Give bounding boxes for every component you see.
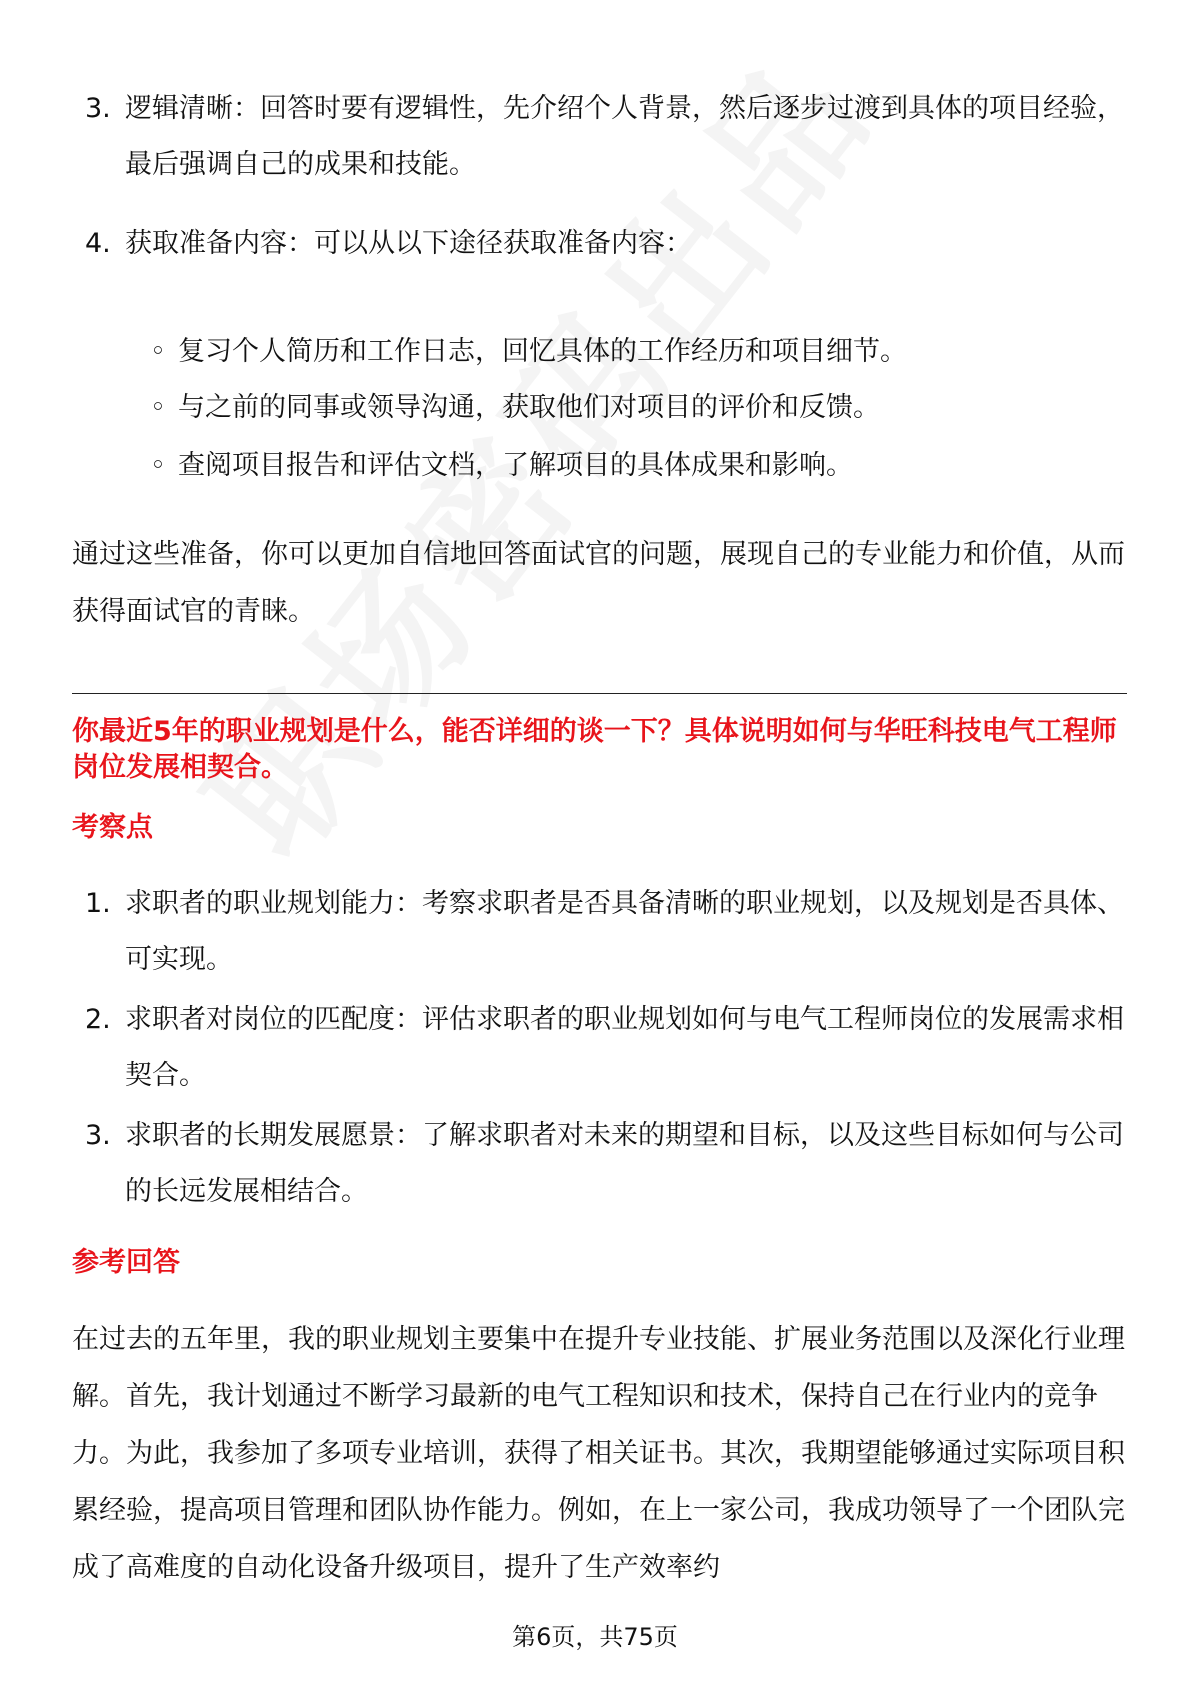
list-number: 4. [85, 228, 111, 259]
sub-bullet-item [150, 446, 1110, 486]
answer-paragraph: 在过去的五年里，我的职业规划主要集中在提升专业技能、扩展业务范围以及深化行业理解。首先，我计划通过不断学习最新的电气工程知识和技术，保持自己在行业内的竞争力。为此，我参加了多项专业培训，获得了相关证书。其次，我期望能够通过实际项目积累经验，提高项目管理和团队协作能力。例如，在上一家公司，我成功领导了一个团队完成了高难度的自动化设备升级项目，提升了生产效率约 [72, 1324, 1125, 1583]
list-item [85, 216, 1125, 272]
list-text: 求职者的职业规划能力：考察求职者是否具备清晰的职业规划，以及规划是否具体、可实现。 [125, 888, 1124, 975]
list-number: 3. [85, 93, 111, 124]
section-divider [72, 693, 1127, 694]
answer-heading: 参考回答 [72, 1247, 180, 1278]
list-text: 获取准备内容：可以从以下途径获取准备内容： [125, 228, 692, 259]
bullet-mark: ◦ [150, 392, 166, 423]
list-number: 3. [85, 1120, 111, 1151]
closing-paragraph: 通过这些准备，你可以更加自信地回答面试官的问题，展现自己的专业能力和价值，从而获得面试官的青睐。 [72, 539, 1125, 627]
list-item [85, 992, 1125, 1104]
page-number: 第6页，共75页 [512, 1623, 678, 1651]
bullet-text: 与之前的同事或领导沟通，获取他们对项目的评价和反馈。 [178, 392, 880, 423]
bullet-text: 复习个人简历和工作日志，回忆具体的工作经历和项目细节。 [178, 336, 907, 367]
list-text: 求职者的长期发展愿景：了解求职者对未来的期望和目标，以及这些目标如何与公司的长远发展相结合。 [125, 1120, 1124, 1207]
list-text: 求职者对岗位的匹配度：评估求职者的职业规划如何与电气工程师岗位的发展需求相契合。 [125, 1004, 1124, 1091]
list-number: 2. [85, 1004, 111, 1035]
bullet-mark: ◦ [150, 336, 166, 367]
question-title: 你最近5年的职业规划是什么，能否详细的谈一下？具体说明如何与华旺科技电气工程师岗位发展相契合。 [72, 716, 1117, 783]
sub-bullet-item [150, 332, 1110, 372]
list-item [85, 876, 1125, 988]
focus-heading: 考察点 [72, 812, 153, 843]
list-item [85, 1108, 1125, 1220]
list-number: 1. [85, 888, 111, 919]
sub-bullet-item [150, 388, 1110, 428]
bullet-text: 查阅项目报告和评估文档，了解项目的具体成果和影响。 [178, 450, 853, 481]
bullet-mark: ◦ [150, 450, 166, 481]
list-item [85, 81, 1125, 193]
list-text: 逻辑清晰：回答时要有逻辑性，先介绍个人背景，然后逐步过渡到具体的项目经验，最后强调自己的成果和技能。 [125, 93, 1124, 180]
